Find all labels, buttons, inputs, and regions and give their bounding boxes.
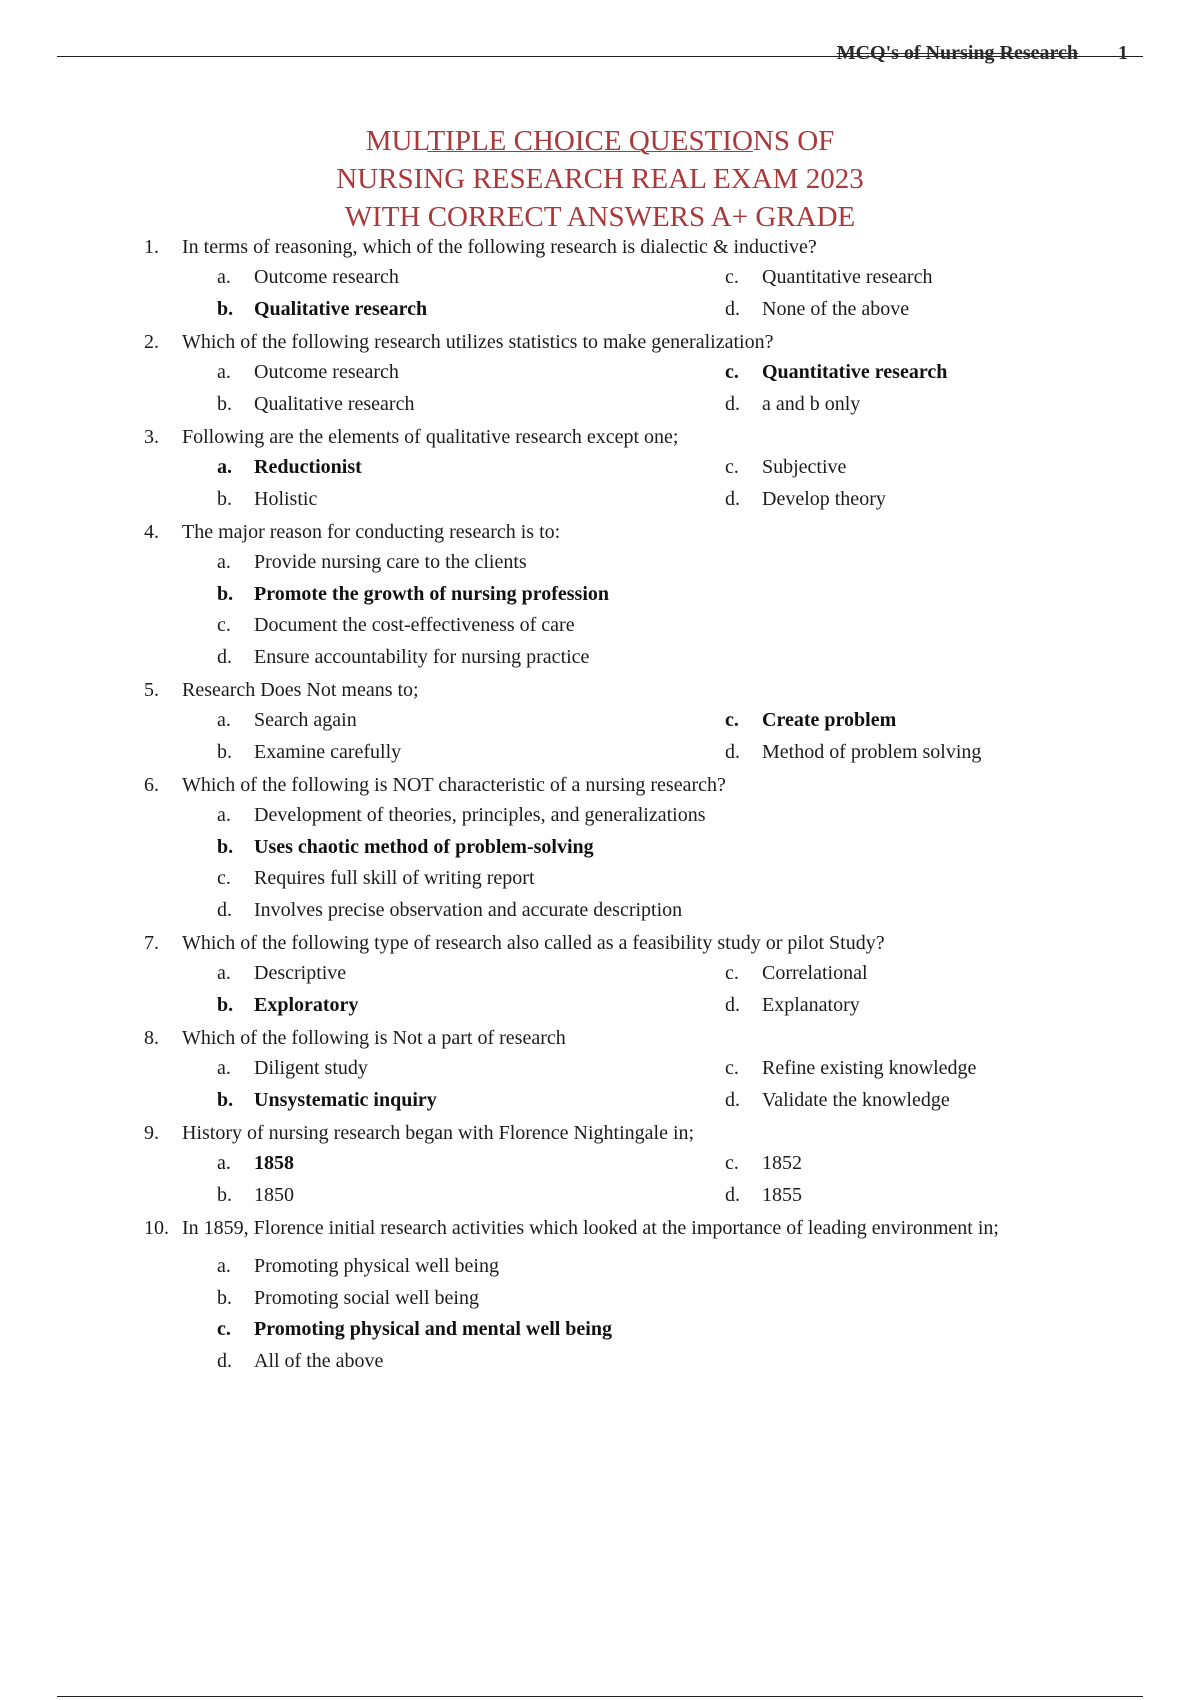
option-b-correct: b. Qualitative research bbox=[217, 297, 428, 320]
option-a: a. Outcome research bbox=[217, 266, 399, 288]
question-text: Which of the following is NOT characteristic of a nursing research? bbox=[182, 774, 726, 796]
option-c-correct: c. Quantitative research bbox=[725, 361, 948, 383]
option-a-correct: a. 1858 bbox=[217, 1152, 294, 1174]
option-c: c. Refine existing knowledge bbox=[725, 1057, 977, 1079]
question-10 bbox=[0, 1213, 1200, 1377]
option-d: d. Explanatory bbox=[725, 993, 860, 1016]
option-d: d. Validate the knowledge bbox=[725, 1088, 950, 1111]
title-line-3: WITH CORRECT ANSWERS A+ GRADE bbox=[344, 201, 856, 233]
option-d: d. a and b only bbox=[725, 392, 861, 415]
question-number: 4. bbox=[144, 521, 159, 543]
question-number: 3. bbox=[144, 426, 159, 448]
question-text: Which of the following research utilizes statistics to make generalization? bbox=[182, 331, 774, 353]
option-a: a. Provide nursing care to the clients bbox=[217, 551, 527, 573]
running-title: MCQ's of Nursing Research bbox=[836, 42, 1078, 64]
option-b: b. Examine carefully bbox=[217, 740, 402, 763]
question-text: The major reason for conducting research is to: bbox=[182, 521, 561, 543]
question-number: 8. bbox=[144, 1027, 159, 1049]
option-d: d. All of the above bbox=[217, 1349, 384, 1372]
question-text: In 1859, Florence initial research activities which looked at the importance of leading environment in; bbox=[182, 1217, 999, 1239]
option-c: c. Subjective bbox=[725, 456, 847, 478]
option-b-correct: b. Promote the growth of nursing profession bbox=[217, 582, 609, 605]
page-header bbox=[837, 42, 1128, 65]
option-c: c. Correlational bbox=[725, 962, 868, 984]
question-number: 2. bbox=[144, 331, 159, 353]
option-c: c. 1852 bbox=[725, 1152, 802, 1174]
question-number: 1. bbox=[144, 236, 159, 258]
question-text: History of nursing research began with Florence Nightingale in; bbox=[182, 1122, 695, 1144]
option-d: d. Ensure accountability for nursing practice bbox=[217, 645, 590, 668]
question-6 bbox=[0, 770, 1200, 926]
question-5 bbox=[0, 675, 1200, 768]
question-9 bbox=[0, 1118, 1200, 1211]
option-d: d. Involves precise observation and accurate description bbox=[217, 898, 683, 921]
question-number: 5. bbox=[144, 679, 159, 701]
title-line-1: MULTIPLE CHOICE QUESTIONS OF bbox=[365, 125, 835, 157]
option-b: b. Qualitative research bbox=[217, 392, 415, 415]
option-a: a. Descriptive bbox=[217, 962, 347, 984]
question-number: 10. bbox=[144, 1217, 169, 1239]
document-title bbox=[0, 122, 1200, 236]
question-number: 7. bbox=[144, 932, 159, 954]
question-7 bbox=[0, 928, 1200, 1021]
option-a: a. Promoting physical well being bbox=[217, 1255, 499, 1277]
option-b: b. Promoting social well being bbox=[217, 1286, 479, 1309]
question-text: In terms of reasoning, which of the following research is dialectic & inductive? bbox=[182, 236, 817, 258]
question-text: Which of the following type of research also called as a feasibility study or pilot Study? bbox=[182, 932, 885, 954]
option-c-correct: c. Promoting physical and mental well being bbox=[217, 1318, 612, 1340]
option-d: d. Develop theory bbox=[725, 487, 886, 510]
option-d: d. None of the above bbox=[725, 297, 910, 320]
option-c: c. Requires full skill of writing report bbox=[217, 867, 535, 889]
option-b: b. Holistic bbox=[217, 487, 318, 510]
option-c: c. Document the cost-effectiveness of care bbox=[217, 614, 575, 636]
option-c-correct: c. Create problem bbox=[725, 709, 897, 731]
option-a-correct: a. Reductionist bbox=[217, 456, 362, 478]
question-4 bbox=[0, 517, 1200, 673]
question-1 bbox=[0, 232, 1200, 325]
option-d: d. Method of problem solving bbox=[725, 740, 982, 763]
page-number: 1 bbox=[1118, 42, 1128, 64]
option-d: d. 1855 bbox=[725, 1183, 802, 1206]
question-2 bbox=[0, 327, 1200, 420]
question-8 bbox=[0, 1023, 1200, 1116]
option-c: c. Quantitative research bbox=[725, 266, 933, 288]
option-a: a. Development of theories, principles, and generalizations bbox=[217, 804, 706, 826]
title-line-2: NURSING RESEARCH REAL EXAM 2023 bbox=[336, 163, 864, 195]
question-list bbox=[0, 232, 1200, 1379]
option-a: a. Diligent study bbox=[217, 1057, 368, 1079]
footer-rule bbox=[57, 1696, 1143, 1697]
option-b-correct: b. Uses chaotic method of problem-solving bbox=[217, 835, 594, 858]
option-b: b. 1850 bbox=[217, 1183, 294, 1206]
option-b-correct: b. Exploratory bbox=[217, 993, 359, 1016]
question-text: Which of the following is Not a part of research bbox=[182, 1027, 566, 1049]
question-number: 9. bbox=[144, 1122, 159, 1144]
option-a: a. Outcome research bbox=[217, 361, 399, 383]
option-a: a. Search again bbox=[217, 709, 357, 731]
question-number: 6. bbox=[144, 774, 159, 796]
question-text: Research Does Not means to; bbox=[182, 679, 419, 701]
question-3 bbox=[0, 422, 1200, 515]
question-text: Following are the elements of qualitative research except one; bbox=[182, 426, 679, 448]
option-b-correct: b. Unsystematic inquiry bbox=[217, 1088, 437, 1111]
